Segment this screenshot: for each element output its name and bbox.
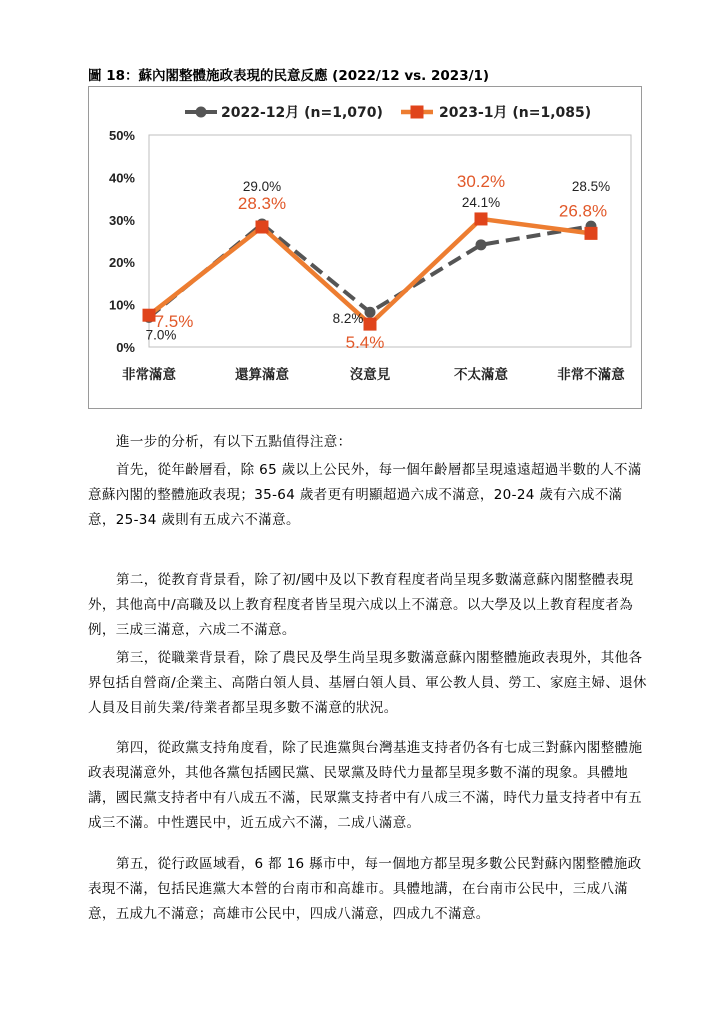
data-label-2023-1: 26.8% (558, 201, 608, 221)
data-label-2023-1: 28.3% (237, 194, 287, 214)
chart-svg (89, 87, 641, 408)
y-tick-label: 40% (108, 170, 135, 186)
y-tick-label: 30% (108, 212, 135, 228)
paragraph-3: 第三，從職業背景看，除了農民及學生尚呈現多數滿意蘇內閣整體施政表現外，其他各界包括自營商/企業主、高階白領人員、基層白領人員、軍公教人員、勞工、家庭主婦、退休人員及目前失業/待業者都呈現多數不滿意的狀況。 (88, 650, 647, 716)
paragraph-1: 首先，從年齡層看，除 65 歲以上公民外，每一個年齡層都呈現遠遠超過半數的人不滿意蘇內閣的整體施政表現；35-64 歲者更有明顯超過六成不滿意，20-24 歲有六成不滿意，25-34 歲則有五成六不滿意。 (88, 462, 642, 528)
data-label-2022-12: 29.0% (242, 179, 282, 195)
data-label-2023-1: 5.4% (345, 333, 385, 353)
point-2023-1 (143, 309, 156, 322)
point-2022-12 (365, 307, 376, 318)
legend (185, 105, 591, 121)
point-2023-1 (585, 227, 598, 240)
paragraph-2: 第二，從教育背景看，除了初/國中及以下教育程度者尚呈現多數滿意蘇內閣整體表現外，其他高中/高職及以上教育程度者皆呈現六成以上不滿意。以大學及以上教育程度者為例，三成三滿意，六成二不滿意。 (88, 572, 634, 638)
data-label-2022-12: 24.1% (461, 194, 501, 210)
paragraph-5: 第五，從行政區域看，6 都 16 縣市中，每一個地方都呈現多數公民對蘇內閣整體施政表現不滿，包括民進黨大本營的台南市和高雄市。具體地講，在台南市公民中，三成八滿意，五成九不滿意；高雄市公民中，四成八滿意，四成九不滿意。 (88, 856, 642, 922)
x-category-label: 非常不滿意 (557, 367, 625, 383)
point-2022-12 (476, 239, 487, 250)
point-2023-1 (256, 221, 269, 234)
legend-label-2022-12: 2022-12月 (n=1,070) (221, 105, 383, 121)
series-layer (143, 212, 598, 330)
data-label-2022-12: 8.2% (332, 311, 364, 327)
paragraph-4: 第四，從政黨支持角度看，除了民進黨與台灣基進支持者仍各有七成三對蘇內閣整體施政表現滿意外，其他各黨包括國民黨、民眾黨及時代力量都呈現多數不滿的現象。具體地講，國民黨支持者中有八成五不滿，民眾黨支持者中有八成三不滿，時代力量支持者中有五成三不滿。中性選民中，近五成六不滿，二成八滿意。 (88, 740, 643, 831)
y-tick-label: 0% (116, 340, 135, 355)
x-category-label: 非常滿意 (122, 367, 176, 383)
x-category-label: 不太滿意 (454, 367, 508, 383)
plot-area-border (149, 135, 631, 347)
point-2023-1 (475, 212, 488, 225)
legend-label-2023-1: 2023-1月 (n=1,085) (439, 105, 592, 121)
line-chart (88, 86, 642, 409)
y-tick-label: 50% (108, 128, 135, 143)
series-line-2022-12 (149, 224, 591, 317)
data-label-2022-12: 28.5% (571, 179, 611, 195)
legend-marker-2022-12 (196, 107, 207, 118)
x-category-label: 沒意見 (349, 367, 391, 383)
paragraph-intro: 進一步的分析，有以下五點值得注意： (116, 434, 352, 450)
figure-title: 圖 18：蘇內閣整體施政表現的民意反應 (2022/12 vs. 2023/1) (88, 68, 490, 84)
data-label-2023-1: 7.5% (154, 312, 194, 332)
legend-marker-2023-1 (411, 106, 424, 119)
point-2023-1 (364, 318, 377, 331)
y-tick-label: 20% (108, 255, 135, 271)
data-label-2023-1: 30.2% (456, 171, 506, 191)
y-tick-label: 10% (108, 297, 135, 313)
data-label-2022-12: 7.0% (145, 327, 177, 343)
x-category-label: 還算滿意 (235, 367, 289, 383)
